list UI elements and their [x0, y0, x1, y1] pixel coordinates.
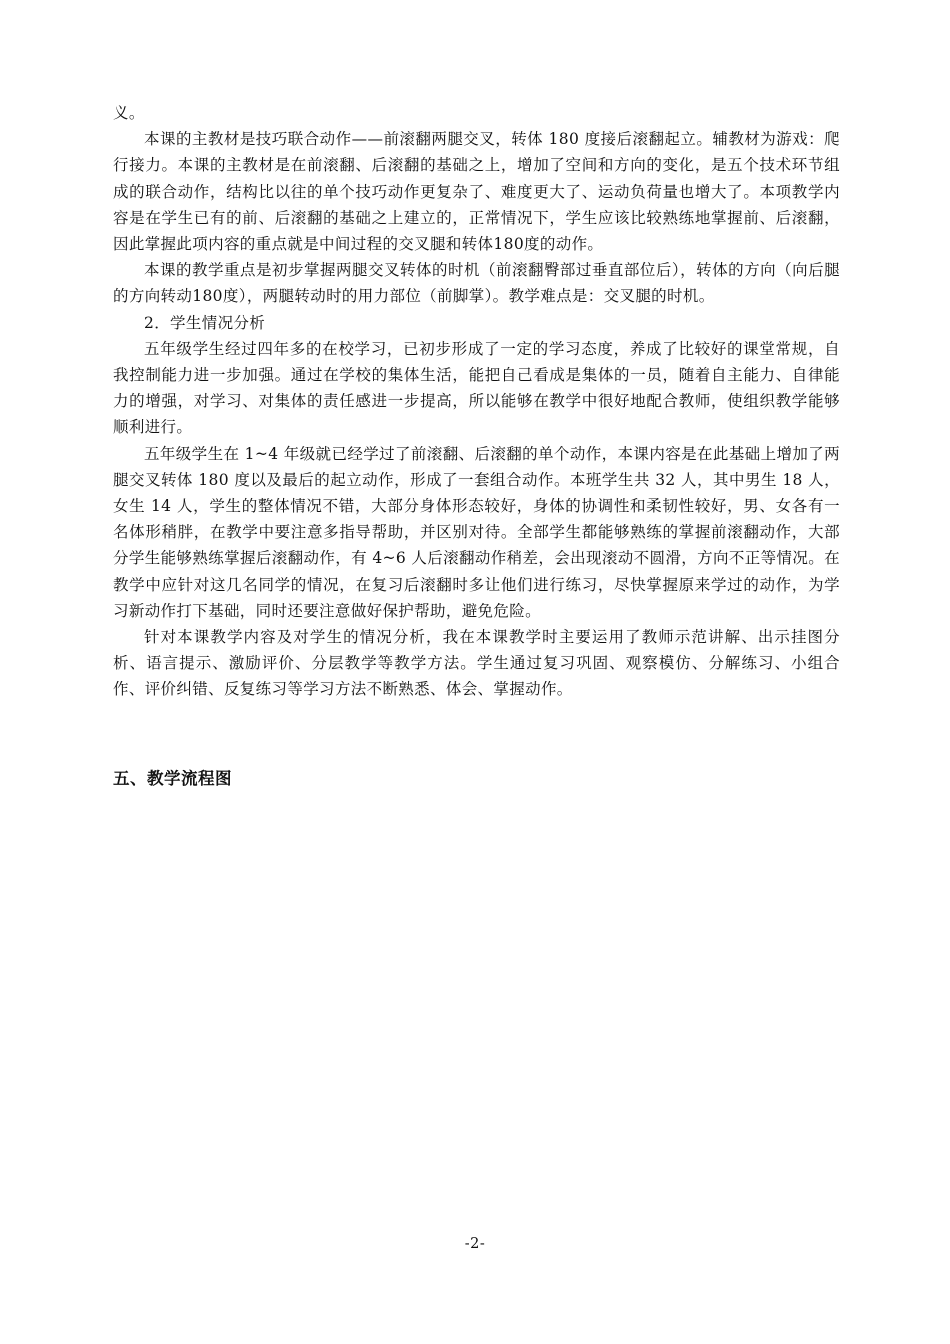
- section-heading: 五、教学流程图: [113, 769, 232, 788]
- paragraph-key-points: 本课的教学重点是初步掌握两腿交叉转体的时机（前滚翻臀部过垂直部位后），转体的方向（向后腿的方向转动180度），两腿转动时的用力部位（前脚掌）。教学难点是：交叉腿的时机。: [113, 261, 840, 306]
- paragraph-main-material: 本课的主教材是技巧联合动作——前滚翻两腿交叉，转体 180 度接后滚翻起立。辅教材为游戏：爬行接力。本课的主教材是在前滚翻、后滚翻的基础之上，增加了空间和方向的变化，是五个技术环节组成的联合动作，结构比以往的单个技巧动作更复杂了、难度更大了、运动负荷量也增大了。本项教学内容是在学生已有的前、后滚翻的基础之上建立的，正常情况下，学生应该比较熟练地掌握前、后滚翻，因此掌握此项内容的重点就是中间过程的交叉腿和转体180度的动作。: [113, 130, 840, 254]
- paragraph-student-habits: 五年级学生经过四年多的在校学习，已初步形成了一定的学习态度，养成了比较好的课堂常规，自我控制能力进一步加强。通过在学校的集体生活，能把自己看成是集体的一员，随着自主能力、自律能力的增强，对学习、对集体的责任感进一步提高，所以能够在教学中很好地配合教师，使组织教学能够顺利进行。: [113, 339, 840, 437]
- subheading-student-analysis: 2．学生情况分析: [144, 313, 266, 332]
- body-text: [113, 100, 840, 703]
- paragraph-student-skills: 五年级学生在 1~4 年级就已经学过了前滚翻、后滚翻的单个动作，本课内容是在此基础上增加了两腿交叉转体 180 度以及最后的起立动作，形成了一套组合动作。本班学生共 32 人，其中男生 18 人，女生 14 人，学生的整体情况不错，大部分身体形态较好，身体的协调性和柔韧性较好，男、女各有一名体形稍胖，在教学中要注意多指导帮助，并区别对待。全部学生都能够熟练的掌握前滚翻动作，大部分学生能够熟练掌握后滚翻动作，有 4~6 人后滚翻动作稍差，会出现滚动不圆滑，方向不正等情况。在教学中应针对这几名同学的情况，在复习后滚翻时多让他们进行练习，尽快掌握原来学过的动作，为学习新动作打下基础，同时还要注意做好保护帮助，避免危险。: [113, 444, 840, 620]
- paragraph-teaching-methods: 针对本课教学内容及对学生的情况分析，我在本课教学时主要运用了教师示范讲解、出示挂图分析、语言提示、激励评价、分层教学等教学方法。学生通过复习巩固、观察模仿、分解练习、小组合作、评价纠错、反复练习等学习方法不断熟悉、体会、掌握动作。: [113, 628, 840, 699]
- paragraph-continuation: 义。: [113, 104, 145, 122]
- page-number: -2-: [464, 1236, 486, 1252]
